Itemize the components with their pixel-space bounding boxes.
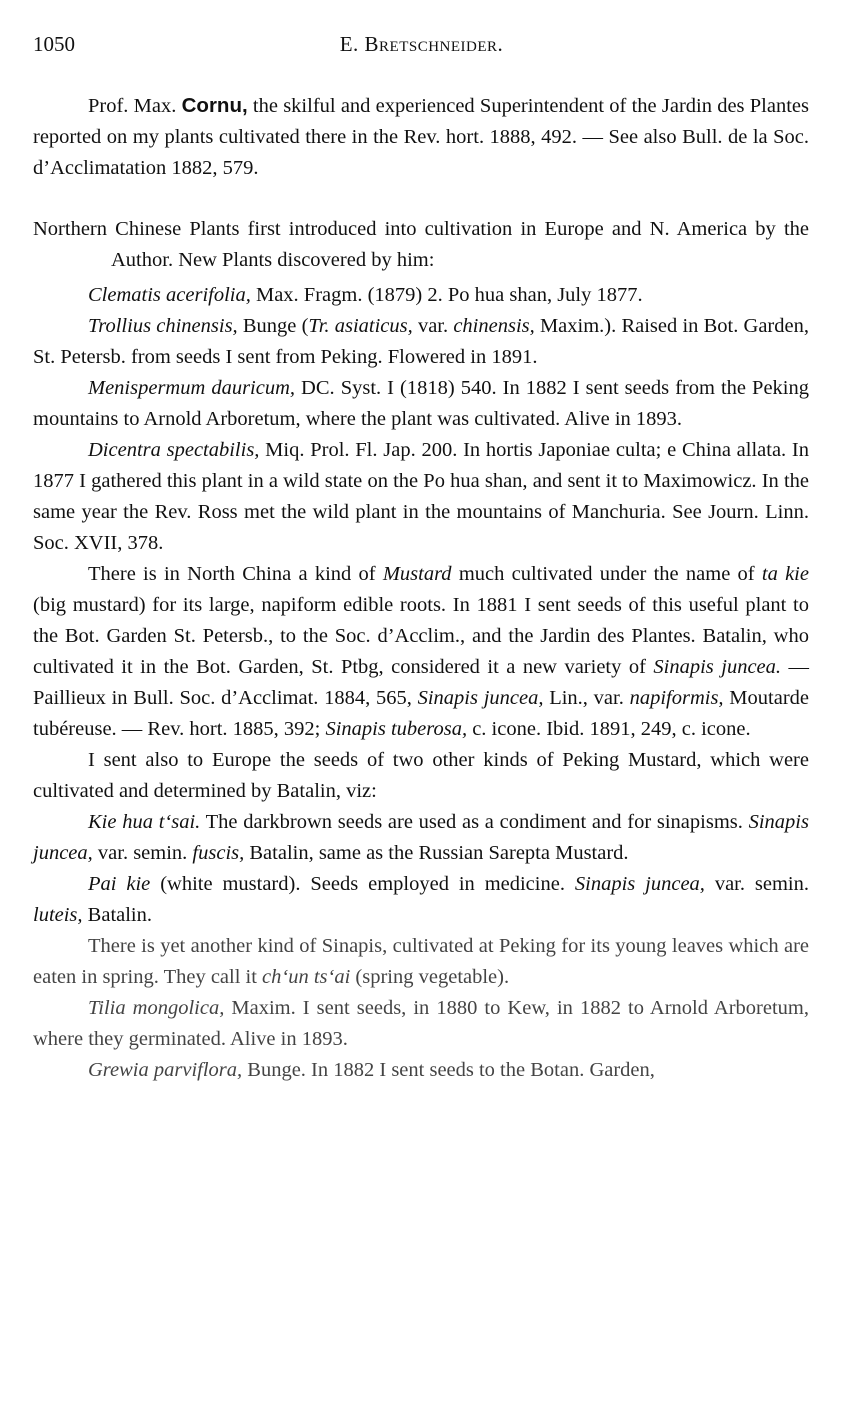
text-run: — Paillieux in Bull. Soc. d’Acclimat. 1884, 565, (33, 656, 810, 709)
paragraph-spring-sinapis (33, 931, 809, 993)
chinese-name: Kie hua t‘sai. (88, 811, 201, 833)
plant-name: Mustard (382, 563, 452, 585)
text-run: Bunge. In 1882 I sent seeds to the Botan. Garden, (242, 1059, 655, 1081)
text-run: There is yet another kind of Sinapis, cultivated at Peking for its young leaves which are eaten in spring. They call it (33, 935, 809, 988)
text-run: var. semin. (92, 842, 193, 864)
text-run: Batalin. (82, 904, 153, 926)
paragraph-kie-hua (33, 807, 809, 869)
species-name: Trollius chinensis, (88, 315, 238, 337)
paragraph-menispermum (33, 373, 809, 435)
species-name: Tr. asiaticus, (308, 315, 413, 337)
text-run: Batalin, same as the Russian Sarepta Mustard. (244, 842, 629, 864)
species-name: Menispermum dauricum, (88, 377, 296, 399)
species-name: Sinapis juncea. (653, 656, 782, 678)
species-name: Sinapis juncea, (33, 811, 809, 864)
text-run: Maxim.). Raised in Bot. Garden, St. Petersb. from seeds I sent from Peking. Flowered in 1891. (33, 315, 809, 368)
variety-name: chinensis, (453, 315, 535, 337)
text-run: Miq. Prol. Fl. Jap. 200. In hortis Japoniae culta; e China allata. In 1877 I gathered this plant in a wild state on the Po hua shan, and sent it to Maximowicz. In the same year the Rev. Ross met the wild plant in the mountains of Manchuria. See Journ. Linn. Soc. XVII, 378. (33, 439, 809, 554)
text-run: var. semin. (704, 873, 809, 895)
text-run: Prof. Max. (88, 95, 182, 117)
paragraph-sent-also: I sent also to Europe the seeds of two other kinds of Peking Mustard, which were cultivated and determined by Batalin, viz: (33, 749, 809, 802)
text-run: There is in North China a kind of (88, 563, 383, 585)
species-name: Sinapis juncea, (417, 687, 544, 709)
text-run: Maxim. I sent seeds, in 1880 to Kew, in 1882 to Arnold Arboretum, where they germinated. Alive in 1893. (33, 997, 809, 1050)
text-run: Lin., var. (543, 687, 630, 709)
chinese-name: Pai kie (88, 873, 151, 895)
paragraph-clematis (33, 280, 809, 311)
text-run: The darkbrown seeds are used as a condiment and for sinapisms. (200, 811, 749, 833)
variety-name: napiformis, (629, 687, 724, 709)
text-run: c. icone. Ibid. 1891, 249, c. icone. (467, 718, 751, 740)
chinese-name: ch‘un ts‘ai (262, 966, 351, 988)
person-name: Cornu, (181, 94, 248, 117)
chinese-name: ta kie (761, 563, 809, 585)
text-run: DC. Syst. I (1818) 540. In 1882 I sent seeds from the Peking mountains to Arnold Arboretum, where the plant was cultivated. Alive in 1893. (33, 377, 809, 430)
paragraph-tilia (33, 993, 809, 1055)
page-header (33, 32, 810, 64)
text-run: var. (412, 315, 454, 337)
variety-name: luteis, (33, 904, 83, 926)
text-run: Max. Fragm. (1879) 2. Po hua shan, July 1877. (250, 284, 643, 306)
page-body (33, 90, 809, 1086)
species-name: Tilia mongolica, (88, 997, 225, 1019)
paragraph-grewia (33, 1055, 809, 1086)
text-run: (white mustard). Seeds employed in medicine. (150, 873, 575, 895)
species-name: Sinapis juncea, (574, 873, 705, 895)
species-name: Grewia parviflora, (88, 1059, 243, 1081)
text-run: much cultivated under the name of (451, 563, 762, 585)
variety-name: fuscis, (192, 842, 245, 864)
text-run: Bunge ( (237, 315, 309, 337)
paragraph-pai-kie (33, 869, 809, 931)
species-name: Dicentra spectabilis, (88, 439, 260, 461)
paragraph-mustard (33, 559, 809, 745)
text-run: the skilful and experienced Superintendent of the Jardin des Plantes reported on my plants cultivated there in the Rev. hort. 1888, 492. — See also Bull. de la Soc. d’Acclimatation 1882, 579. (33, 95, 809, 179)
paragraph-cornu (33, 90, 809, 184)
species-name: Sinapis tuberosa, (325, 718, 468, 740)
section-heading: Northern Chinese Plants first introduced into cultivation in Europe and N. America by the Author. New Plants discovered by him: (33, 218, 809, 271)
paragraph-trollius (33, 311, 809, 373)
species-name: Clematis acerifolia, (88, 284, 251, 306)
running-head: E. Bretschneider. (339, 32, 504, 56)
text-run: Moutarde tubéreuse. — Rev. hort. 1885, 392; (33, 687, 809, 740)
text-run: (big mustard) for its large, napiform edible roots. In 1881 I sent seeds of this useful plant to the Bot. Garden St. Petersb., to the Soc. d’Acclim., and the Jardin des Plantes. Batalin, who cultivated it in the Bot. Garden, St. Ptbg, considered it a new variety of (33, 594, 809, 678)
text-run: (spring vegetable). (350, 966, 510, 988)
paragraph-dicentra (33, 435, 809, 559)
page-number: 1050 (33, 32, 75, 56)
